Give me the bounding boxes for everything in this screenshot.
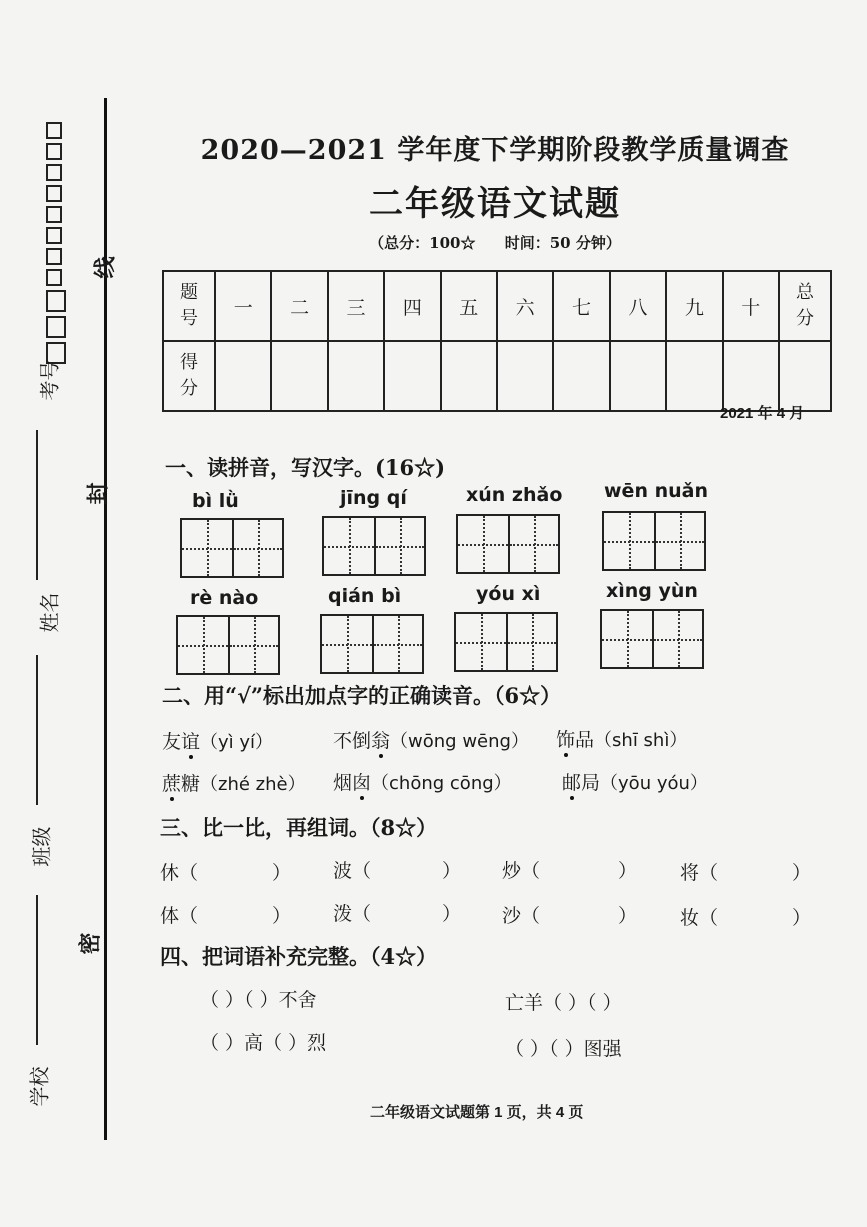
reading-item[interactable]: 友谊（yì yí） (162, 731, 274, 753)
word-blank-close: ） (792, 907, 812, 929)
score-col: 九 (666, 271, 722, 341)
exam-title-line1: 2020—2021 学年度下学期阶段教学质量调查 (200, 135, 790, 166)
writing-grid[interactable] (600, 609, 704, 669)
idiom-blank[interactable]: （ ）（ ）不舍 (200, 989, 317, 1011)
reading-item[interactable]: 不倒翁（wōng wēng） (333, 730, 529, 752)
score-col: 六 (497, 271, 553, 341)
seal-word-line: 线 (92, 256, 119, 279)
word-blank[interactable]: 炒（ (502, 860, 541, 882)
exam-time: 时间：50 分钟） (504, 234, 621, 252)
school-field[interactable] (36, 895, 38, 1045)
word-blank[interactable]: 泼（ (333, 903, 372, 925)
score-table-header-row (163, 271, 831, 341)
pinyin-label: qián bì (328, 585, 402, 607)
pinyin-label: xìng yùn (606, 580, 698, 602)
word-blank[interactable]: 沙（ (502, 905, 541, 927)
total-label: 总 分 (779, 271, 831, 341)
name-field[interactable] (36, 430, 38, 580)
exam-date: 2021 年 4 月 (720, 405, 805, 422)
exam-number-label: 考号 (37, 360, 62, 401)
score-cell[interactable] (271, 341, 327, 411)
reading-item[interactable]: 邮局（yōu yóu） (562, 772, 708, 794)
section4-title: 四、把词语补充完整。（4☆） (160, 944, 438, 969)
word-blank[interactable]: 休（ (160, 862, 199, 884)
score-col: 五 (441, 271, 497, 341)
word-blank-close: ） (618, 905, 638, 927)
exam-box[interactable] (46, 227, 62, 244)
word-blank[interactable]: 波（ (333, 860, 372, 882)
word-blank-close: ） (792, 862, 812, 884)
score-cell[interactable] (666, 341, 722, 411)
score-cell[interactable] (723, 341, 779, 411)
pinyin-label: jīng qí (340, 487, 407, 509)
word-blank-close: ） (272, 905, 292, 927)
writing-grid[interactable] (176, 615, 280, 675)
exam-box[interactable] (46, 122, 62, 139)
reading-item[interactable]: 饰品（shī shì） (556, 729, 688, 751)
class-field[interactable] (36, 655, 38, 805)
writing-grid[interactable] (602, 511, 706, 571)
seal-word-close: 密 (77, 932, 104, 955)
school-label: 学校 (27, 1066, 52, 1107)
exam-box[interactable] (46, 143, 62, 160)
score-cell[interactable] (497, 341, 553, 411)
score-col: 二 (271, 271, 327, 341)
word-blank-close: ） (442, 903, 462, 925)
score-cell[interactable] (328, 341, 384, 411)
score-label: 得 分 (163, 341, 215, 411)
score-cell[interactable] (610, 341, 666, 411)
section1-title: 一、读拼音，写汉字。(16☆) (165, 455, 446, 480)
score-col: 三 (328, 271, 384, 341)
word-blank-close: ） (272, 862, 292, 884)
idiom-blank[interactable]: （ ）高（ ）烈 (200, 1032, 327, 1054)
writing-grid[interactable] (320, 614, 424, 674)
exam-number-boxes[interactable] (46, 122, 68, 364)
score-cell[interactable] (215, 341, 271, 411)
section2-title: 二、用“√”标出加点字的正确读音。（6☆） (162, 683, 562, 708)
score-col: 四 (384, 271, 440, 341)
word-blank[interactable]: 妆（ (680, 907, 719, 929)
exam-title-line2: 二年级语文试题 (369, 184, 621, 224)
score-col: 八 (610, 271, 666, 341)
exam-meta (150, 232, 840, 253)
exam-box[interactable] (46, 316, 66, 338)
pinyin-label: yóu xì (476, 583, 541, 605)
total-score: （总分：100☆ (369, 234, 476, 252)
writing-grid[interactable] (322, 516, 426, 576)
exam-box[interactable] (46, 164, 62, 181)
name-label: 姓名 (37, 592, 62, 633)
writing-grid[interactable] (180, 518, 284, 578)
word-blank-close: ） (618, 860, 638, 882)
score-col: 一 (215, 271, 271, 341)
seal-word-seal: 封 (85, 482, 112, 505)
score-cell[interactable] (553, 341, 609, 411)
score-col: 七 (553, 271, 609, 341)
score-cell[interactable] (384, 341, 440, 411)
score-table (162, 270, 832, 412)
writing-grid[interactable] (456, 514, 560, 574)
idiom-blank[interactable]: （ ）（ ）图强 (505, 1038, 622, 1060)
question-number-label: 题 号 (163, 271, 215, 341)
exam-box[interactable] (46, 269, 62, 286)
binding-line (104, 98, 107, 1140)
section3-title: 三、比一比，再组词。（8☆） (160, 815, 438, 840)
exam-box[interactable] (46, 206, 62, 223)
word-blank[interactable]: 体（ (160, 905, 199, 927)
pinyin-label: xún zhǎo (466, 484, 563, 506)
score-table-score-row (163, 341, 831, 411)
score-cell[interactable] (779, 341, 831, 411)
word-blank[interactable]: 将（ (680, 862, 719, 884)
exam-box[interactable] (46, 290, 66, 312)
score-cell[interactable] (441, 341, 497, 411)
pinyin-label: wēn nuǎn (604, 480, 708, 502)
score-col: 十 (723, 271, 779, 341)
reading-item[interactable]: 烟囱（chōng cōng） (333, 772, 512, 794)
exam-box[interactable] (46, 248, 62, 265)
exam-box[interactable] (46, 185, 62, 202)
pinyin-label: bì lǜ (192, 490, 239, 512)
reading-item[interactable]: 蔗糖（zhé zhè） (162, 773, 306, 795)
class-label: 班级 (29, 826, 54, 867)
writing-grid[interactable] (454, 612, 558, 672)
idiom-blank[interactable]: 亡羊（ ）（ ） (505, 992, 622, 1014)
page-footer: 二年级语文试题第 1 页，共 4 页 (370, 1104, 584, 1121)
pinyin-label: rè nào (190, 587, 259, 609)
word-blank-close: ） (442, 860, 462, 882)
